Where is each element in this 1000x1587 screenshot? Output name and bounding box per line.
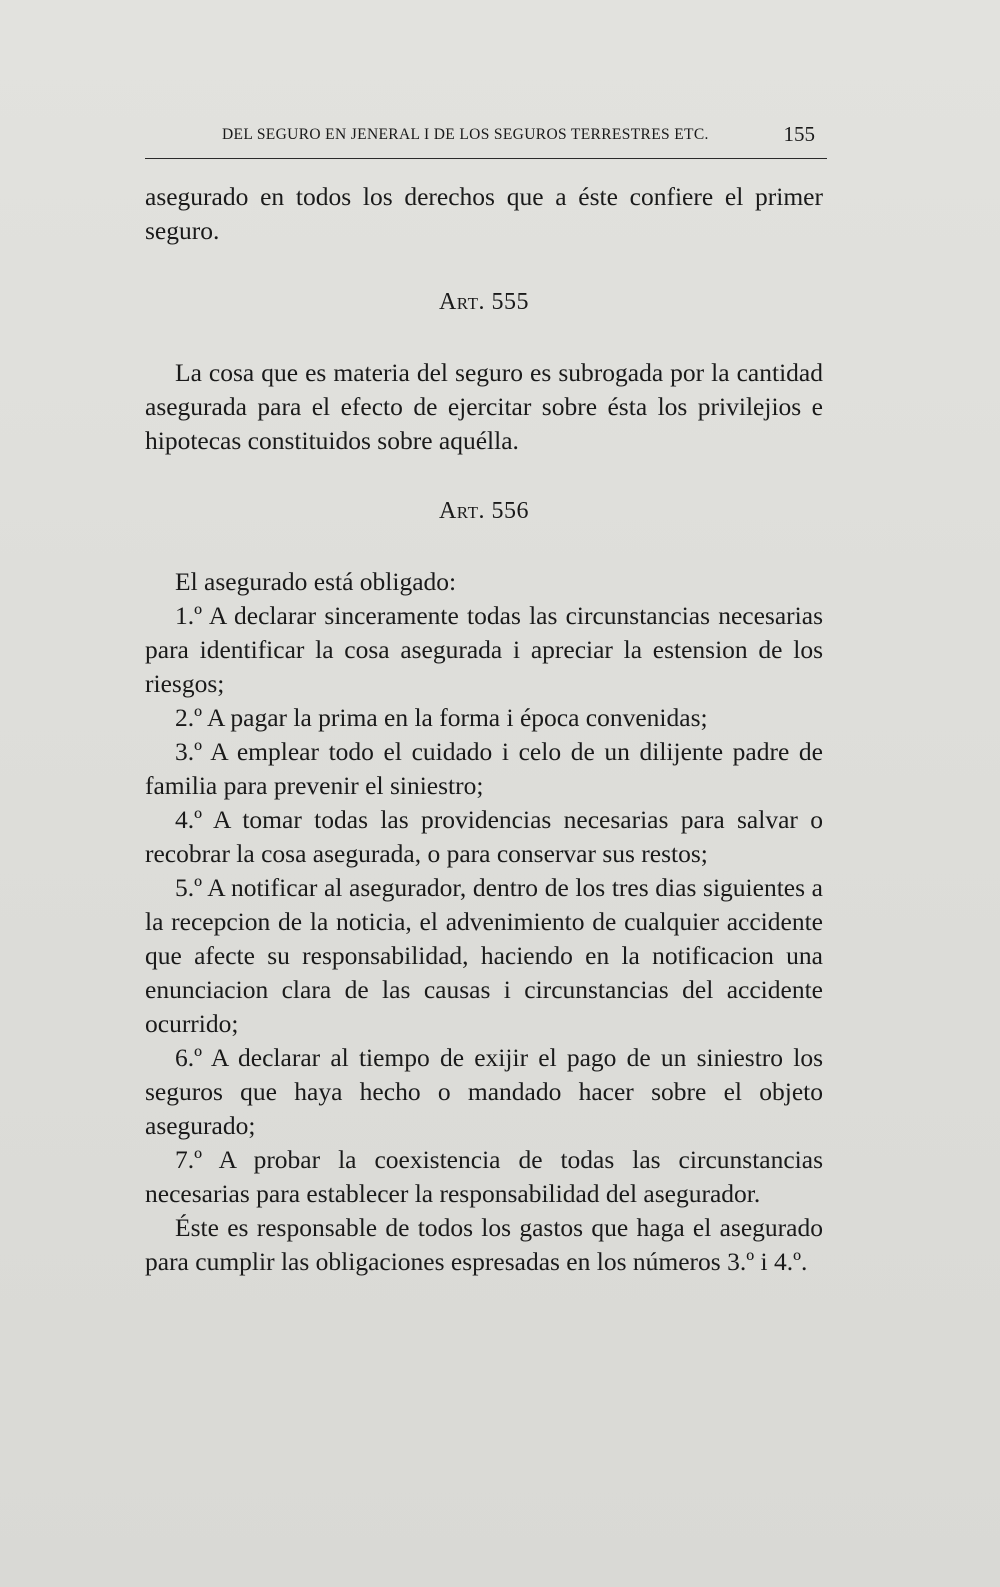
article-556-item-4: 4.º A tomar todas las providencias necesarias para salvar o recobrar la cosa asegurada, o para conservar sus restos; <box>145 805 823 868</box>
article-556-item-7: 7.º A probar la coexistencia de todas las circunstancias necesarias para establecer la responsabilidad del asegurador. <box>145 1145 823 1208</box>
article-556-item-2: 2.º A pagar la prima en la forma i época convenidas; <box>175 703 708 732</box>
article-556-item-1: 1.º A declarar sinceramente todas las circunstancias necesarias para identificar la cosa asegurada i apreciar la estension de los riesgos; <box>145 601 823 698</box>
body-text <box>145 180 823 1279</box>
header-rule <box>145 158 827 159</box>
running-head: DEL SEGURO EN JENERAL I DE LOS SEGUROS TERRESTRES ETC. <box>222 126 709 143</box>
article-556-item-6: 6.º A declarar al tiempo de exijir el pago de un siniestro los seguros que haya hecho o mandado hacer sobre el objeto asegurado; <box>145 1043 823 1140</box>
article-556-title: Art. 556 <box>438 498 530 524</box>
article-556-item-5: 5.º A notificar al asegurador, dentro de los tres dias siguientes a la recepcion de la noticia, el advenimiento de cualquier accidente que afecte su responsabilidad, haciendo en la notificacion una enunciacion clara de las causas i circunstancias del accidente ocurrido; <box>145 873 823 1038</box>
article-555-title: Art. 555 <box>438 289 530 315</box>
article-556-closing: Éste es responsable de todos los gastos que haga el asegurado para cumplir las obligaciones espresadas en los números 3.º i 4.º. <box>145 1213 823 1276</box>
article-555-text: La cosa que es materia del seguro es subrogada por la cantidad asegurada para el efecto de ejercitar sobre ésta los privilejios e hipotecas constituidos sobre aquélla. <box>145 358 823 455</box>
article-556-item-3: 3.º A emplear todo el cuidado i celo de un dilijente padre de familia para prevenir el siniestro; <box>145 737 823 800</box>
page-header <box>145 122 827 158</box>
continuation-paragraph: asegurado en todos los derechos que a éste confiere el primer seguro. <box>145 182 823 245</box>
page-number: 155 <box>783 122 815 146</box>
article-556-intro: El asegurado está obligado: <box>175 567 457 596</box>
